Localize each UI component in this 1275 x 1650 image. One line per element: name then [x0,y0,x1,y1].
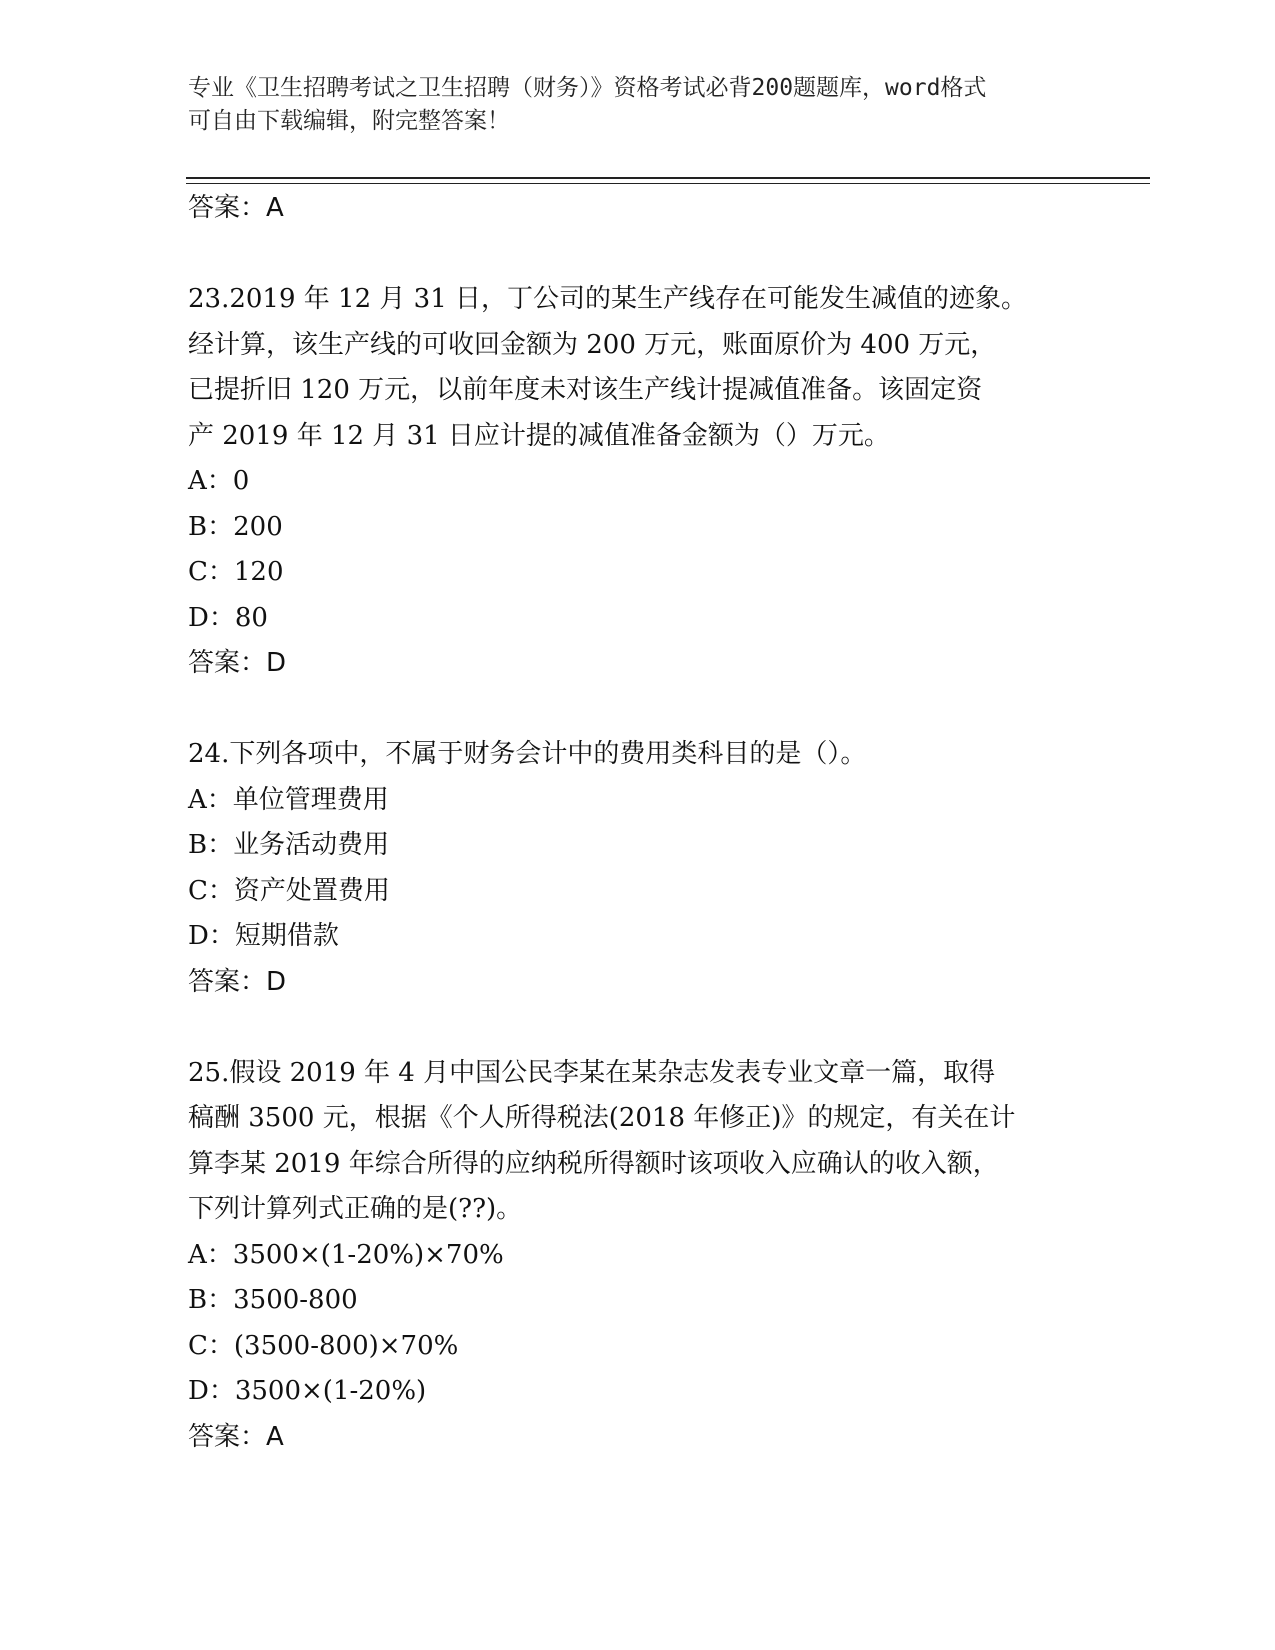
question-text-line: 经计算，该生产线的可收回金额为 200 万元，账面原价为 400 万元， [188,329,997,360]
question-text-line: 24.下列各项中，不属于财务会计中的费用类科目的是（）。 [188,739,867,769]
question-text-line: 下列计算列式正确的是(??)。 [188,1194,523,1224]
option-a: A：0 [188,466,250,496]
document-header [188,72,1068,138]
option-b: B：业务活动费用 [188,830,390,860]
header-divider-thin [186,183,1150,184]
option-c: C：(3500-800)×70% [188,1330,459,1361]
option-d: D：3500×(1-20%) [188,1376,427,1406]
answer-line: 答案：D [188,966,287,997]
option-d: D：80 [188,602,268,633]
answer-line: 答案：A [188,1421,284,1452]
option-d: D：短期借款 [188,921,339,951]
option-b: B：200 [188,511,283,542]
question-body [188,186,1088,1460]
option-c: C：120 [188,557,284,587]
question-text-line: 已提折旧 120 万元，以前年度未对该生产线计提减值准备。该固定资 [188,375,983,405]
option-a: A：3500×(1-20%)×70% [188,1239,504,1270]
answer-line: 答案：A [188,193,284,223]
question-text-line: 算李某 2019 年综合所得的应纳税所得额时该项收入应确认的收入额， [188,1148,999,1179]
header-line-2: 可自由下载编辑，附完整答案！ [188,108,510,134]
answer-line: 答案：D [188,648,287,678]
header-divider-thick [186,177,1150,179]
option-c: C：资产处置费用 [188,875,390,906]
question-block-24 [188,732,1088,1005]
question-text-line: 产 2019 年 12 月 31 日应计提的减值准备金额为（）万元。 [188,420,890,451]
question-text-line: 23.2019 年 12 月 31 日，丁公司的某生产线存在可能发生减值的迹象。 [188,284,1028,314]
option-b: B：3500-800 [188,1285,358,1315]
header-line-1: 专业《卫生招聘考试之卫生招聘（财务）》资格考试必背200题题库，word格式 [188,75,987,101]
question-block-25 [188,1051,1088,1461]
question-text-line: 稿酬 3500 元，根据《个人所得税法(2018 年修正)》的规定，有关在计 [188,1103,1016,1133]
question-block-23 [188,277,1088,687]
option-a: A：单位管理费用 [188,784,389,815]
question-text-line: 25.假设 2019 年 4 月中国公民李某在某杂志发表专业文章一篇，取得 [188,1057,996,1088]
